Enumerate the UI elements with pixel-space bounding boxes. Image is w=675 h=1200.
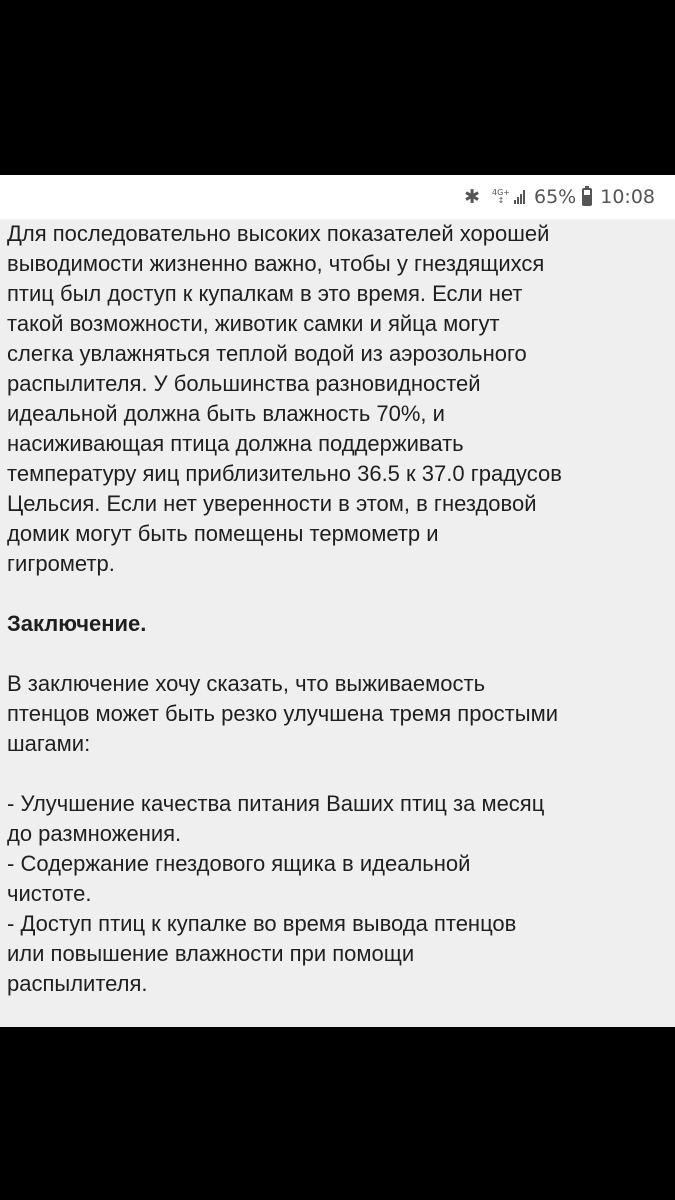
spacer: [7, 759, 665, 789]
battery-fill: [584, 195, 590, 204]
battery-icon: [582, 188, 592, 206]
status-bar: [0, 175, 675, 219]
list-item: - Улучшение качества питания Ваших птиц за месяц до размножения.: [7, 791, 545, 846]
article-body: [7, 219, 665, 999]
clock: 10:08: [600, 186, 655, 208]
spacer: [7, 639, 665, 669]
network-type-icon: 4G+ ↕: [492, 188, 510, 205]
section-heading: Заключение.: [7, 611, 147, 636]
signal-strength-icon: [514, 190, 526, 204]
article-paragraph: Для последовательно высоких показателей хорошей выводимости жизненно важно, чтобы у гнездящихся птиц был доступ к купалкам в это время. Если нет такой возможности, животик самки и яйца могут слегка увлажняться теплой водой из аэрозольного распылителя. У большинства разновидностей идеальной должна быть влажность 70%, и насиживающая птица должна поддерживать температуру яиц приблизительно 36.5 к 37.0 градусов Цельсия. Если нет уверенности в этом, в гнездовой домик могут быть помещены термометр и гигрометр.: [7, 221, 562, 576]
article-paragraph: В заключение хочу сказать, что выживаемость птенцов может быть резко улучшена тремя простыми шагами:: [7, 671, 558, 756]
spacer: [7, 579, 665, 609]
battery-percent: 65%: [534, 186, 577, 208]
bluetooth-icon: ✱: [464, 186, 480, 208]
list-item: - Доступ птиц к купалке во время вывода птенцов или повышение влажности при помощи распылителя.: [7, 911, 517, 996]
list-item: - Содержание гнездового ящика в идеальной чистоте.: [7, 851, 471, 906]
network-type-label: 4G+: [492, 188, 510, 197]
app-screen: [0, 175, 675, 1027]
